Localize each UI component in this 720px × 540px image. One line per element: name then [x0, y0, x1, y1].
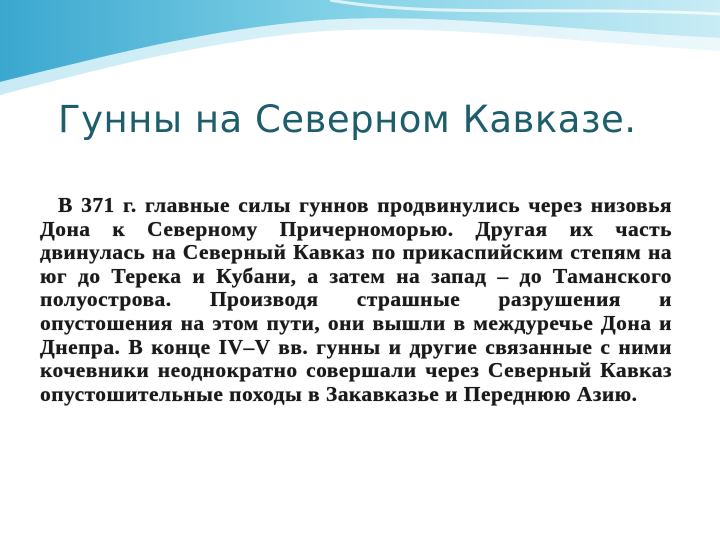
body-text: В 371 г. главные силы гуннов продвинулись через низовья Дона к Северному Причерноморью. Другая их часть двинулась на Северный Кавказ по прикаспийским степям на юг до Терека и Кубани, а затем на запад – до Таманского полуострова. Производя страшные разрушения и опустошения на этом пути, они вышли в междуречье Дона и Днепра. В конце IV–V вв. гунны и другие связанные с ними кочевники неоднократно совершали через Северный Кавказ опустошительные походы в Закавказье и Переднюю Азию.	[40, 193, 672, 406]
slide-title: Гунны на Северном Кавказе.	[58, 98, 637, 141]
scanned-text-image	[36, 190, 676, 485]
header-wave-decoration	[0, 0, 720, 110]
